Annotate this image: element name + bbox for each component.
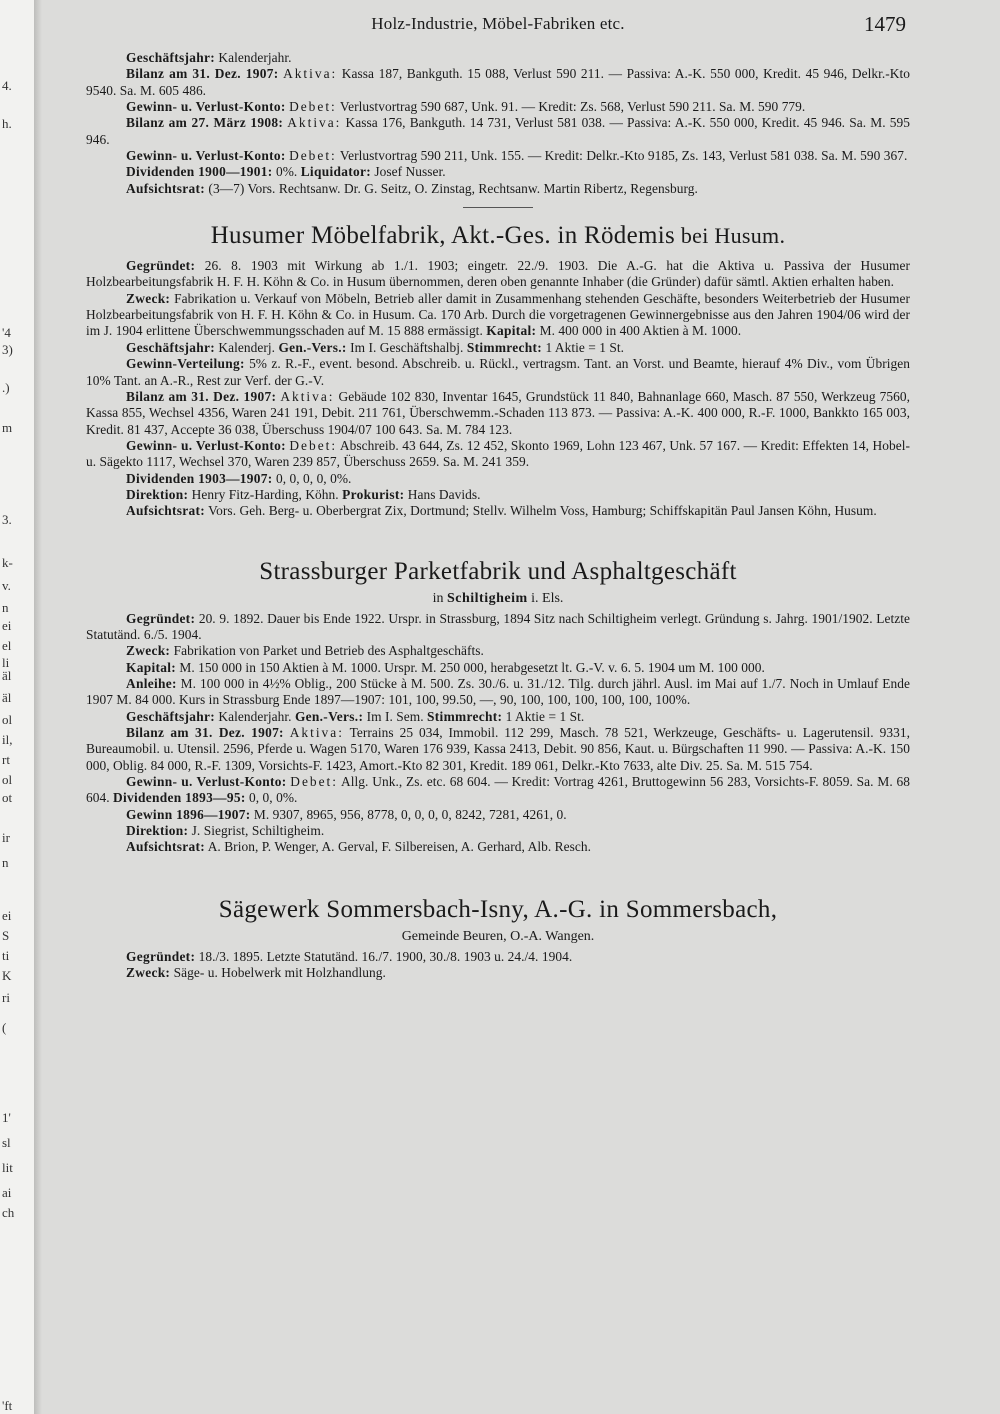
- field-label: Geschäftsjahr:: [126, 50, 215, 65]
- gutter-text-fragment: k-: [2, 555, 13, 570]
- entry-paragraph: [86, 487, 910, 503]
- field-value: Gebäude 102 830, Inventar 1645, Grundstück 11 840, Bahnanlage 660, Masch. 87 550, Werkzeug 7560, Kassa 855, Wechsel 4356, Waren 241 191, Debit. 211 761, Überschwemm.-Schaden 113 873. — Passiva: A.-K. 400 000, R.-F. 1000, Bankkto 165 003, Kredit. 81 437, Accepte 36 038, Überschuss 1904/07 100 643. Sa. M. 784 123.: [86, 388, 910, 437]
- entry-paragraph: [86, 438, 910, 471]
- gutter-text-fragment: äl: [2, 668, 12, 683]
- gutter-text-fragment: 4.: [2, 78, 12, 93]
- field-label: Prokurist:: [342, 486, 405, 502]
- field-label: Liquidator:: [300, 164, 371, 180]
- entry-paragraph: [86, 807, 910, 823]
- field-value: Kalenderjahr.: [215, 708, 295, 724]
- field-value: 1 Aktie = 1 St.: [542, 339, 625, 355]
- entry-paragraph: [86, 181, 910, 197]
- ledger-side-label: Aktiva:: [287, 115, 342, 131]
- gutter-text-fragment: ol: [2, 772, 13, 787]
- gutter-text-fragment: ai: [2, 1185, 12, 1200]
- field-value: M. 400 000 in 400 Aktien à M. 1000.: [536, 323, 742, 339]
- field-value: M. 150 000 in 150 Aktien à M. 1000. Urspr. M. 250 000, herabgesetzt lt. G.-V. v. 6. 5. 1904 um M. 100 000.: [176, 659, 765, 675]
- gutter-text-fragment: ir: [2, 830, 10, 845]
- field-value: Vors. Geh. Berg- u. Oberbergrat Zix, Dortmund; Stellv. Wilhelm Voss, Hamburg; Schiffskapitän Paul Jansen Köhn, Husum.: [205, 503, 877, 519]
- gutter-text-fragment: '4: [2, 325, 11, 340]
- company-location: bei Husum.: [675, 223, 786, 249]
- field-label: Bilanz am 27. März 1908:: [126, 115, 284, 131]
- field-value: M. 9307, 8965, 956, 8778, 0, 0, 0, 0, 8242, 7281, 4261, 0.: [250, 806, 567, 822]
- field-label: Aufsichtsrat:: [126, 180, 206, 196]
- entry-paragraph: [86, 676, 910, 709]
- field-label: Gewinn- u. Verlust-Konto:: [126, 437, 286, 453]
- field-label: Anleihe:: [126, 675, 177, 691]
- field-label: Direktion:: [126, 823, 189, 839]
- field-value: Säge- u. Hobelwerk mit Holzhandlung.: [170, 965, 386, 981]
- company-subtitle: [86, 928, 910, 945]
- page-number: 1479: [864, 12, 906, 36]
- entry-paragraph: [86, 660, 910, 676]
- entry-paragraph: [86, 389, 910, 438]
- field-label: Dividenden 1903—1907:: [126, 470, 273, 486]
- field-value: Terrains 25 034, Immobil. 112 299, Masch. 78 521, Werkzeuge, Geschäfts- u. Lagerutensil. 9331, Bureaumobil. u. Utensil. 2596, Pferde u. Wagen 5170, Waren 176 939, Kassa 2413, Debit. 90 856, Kaut. u. Bürgschaften 11 990. — Passiva: A.-K. 150 000, Oblig. 84 000, R.-F. 1309, Vorsichts-F. 1423, Amort.-Kto 82 301, Kredit. 189 061, Delkr.-Kto 7633, alte Div. 25. Sa. M. 515 754.: [86, 725, 910, 773]
- gutter-text-fragment: K: [2, 968, 12, 983]
- gutter-text-fragment: el: [2, 638, 12, 653]
- field-label: Zweck:: [126, 290, 171, 306]
- ledger-side-label: Debet:: [289, 148, 337, 164]
- field-value: 1 Aktie = 1 St.: [502, 708, 585, 724]
- field-value: Kalenderjahr.: [215, 50, 292, 65]
- entry-paragraph: [86, 709, 910, 725]
- field-label: Dividenden 1900—1901:: [126, 164, 273, 180]
- running-title: Holz-Industrie, Möbel-Fabriken etc.: [371, 14, 625, 33]
- field-value: 18./3. 1895. Letzte Statutänd. 16./7. 1900, 30./8. 1903 u. 24./4. 1904.: [195, 948, 573, 964]
- field-value: Fabrikation von Parket und Betrieb des Asphaltgeschäfts.: [170, 643, 484, 659]
- company-name: Strassburger Parketfabrik und Asphaltgeschäft: [259, 557, 737, 585]
- page-header: [86, 10, 910, 50]
- field-value: Josef Nusser.: [370, 164, 446, 180]
- field-value: Im I. Geschäftshalbj.: [346, 339, 467, 355]
- subtitle-place: Schiltigheim: [446, 590, 528, 606]
- field-value: A. Brion, P. Wenger, A. Gerval, F. Silbereisen, A. Gerhard, Alb. Resch.: [205, 839, 591, 855]
- entry-paragraph: [86, 115, 910, 148]
- field-value: Fabrikation u. Verkauf von Möbeln, Betrieb aller damit in Zusammenhang stehenden Geschäfte, besonders Weiterbetrieb der Husumer Holzbearbeitungsfabrik von H. F. H. Köhn & Co. in Husum. Ca. 170 Arb. Durch die vorgetragenen Gewinnergebnisse aus den Jahren 1904/06 wird der im J. 1904 erlittene Überschwemmungsschaden auf M. 15 888 ermässigt.: [86, 290, 910, 339]
- ledger-side-label: Debet:: [290, 774, 338, 790]
- gutter-text-fragment: ei: [2, 908, 12, 923]
- field-value: 0%.: [272, 164, 301, 180]
- field-label: Direktion:: [126, 486, 189, 502]
- field-label: Geschäftsjahr:: [126, 339, 215, 355]
- entry-paragraph: [86, 164, 910, 180]
- gutter-text-fragment: h.: [2, 116, 12, 131]
- field-label: Gewinn 1896—1907:: [126, 806, 251, 822]
- field-value: 5% z. R.-F., event. besond. Abschreib. u. Rückl., vertragsm. Tant. an Vorst. und Beamte, hierauf 4% Div., vom Übrigen 10% Tant. an A.-R., Rest zur Verf. der G.-V.: [86, 356, 910, 388]
- field-label: Aufsichtsrat:: [126, 839, 206, 855]
- gutter-text-fragment: S: [2, 928, 10, 943]
- field-value: J. Siegrist, Schiltigheim.: [188, 823, 325, 839]
- saegewerk-entry: [86, 949, 910, 982]
- gutter-text-fragment: il,: [2, 732, 13, 747]
- subtitle-prefix: in: [432, 590, 447, 606]
- gutter-text-fragment: ei: [2, 618, 12, 633]
- field-label: Gen.-Vers.:: [278, 339, 347, 355]
- gutter-text-fragment: lit: [2, 1160, 13, 1175]
- field-label: Bilanz am 31. Dez. 1907:: [126, 725, 284, 740]
- gutter-text-fragment: rt: [2, 752, 10, 767]
- entry-paragraph: [86, 356, 910, 389]
- entry-paragraph: [86, 99, 910, 115]
- gutter-text-fragment: ri: [2, 990, 10, 1005]
- entry-paragraph: [86, 258, 910, 291]
- strassburger-entry: [86, 611, 910, 856]
- field-label: Gegründet:: [126, 948, 196, 964]
- field-value: Henry Fitz-Harding, Köhn.: [188, 486, 343, 502]
- field-label: Geschäftsjahr:: [126, 708, 215, 724]
- gutter-text-fragment: li: [2, 655, 10, 670]
- field-value: 0, 0, 0, 0, 0%.: [272, 470, 352, 486]
- left-gutter-previous-page: [0, 0, 37, 1414]
- gutter-text-fragment: sl: [2, 1135, 11, 1150]
- field-label: Stimmrecht:: [427, 708, 503, 724]
- gutter-text-fragment: 'ft: [2, 1398, 13, 1413]
- company-title-saegewerk: [86, 894, 910, 926]
- subtitle-place: Gemeinde Beuren, O.-A. Wangen.: [401, 928, 595, 944]
- field-value: Kalenderj.: [215, 339, 279, 355]
- gutter-text-fragment: 1': [2, 1110, 11, 1125]
- ledger-side-label: Debet:: [289, 99, 337, 115]
- entry-paragraph: [86, 643, 910, 659]
- entry-paragraph: [86, 50, 910, 66]
- gutter-text-fragment: m: [2, 420, 13, 435]
- previous-company-entry: [86, 50, 910, 197]
- entry-paragraph: [86, 471, 910, 487]
- ledger-side-label: Aktiva:: [283, 66, 338, 82]
- company-title-strassburger: [86, 556, 910, 588]
- field-label: Stimmrecht:: [466, 339, 543, 355]
- field-label: Aufsichtsrat:: [126, 503, 206, 519]
- company-name: Husumer Möbelfabrik, Akt.-Ges. in Rödemis: [210, 222, 676, 250]
- entry-paragraph: [86, 291, 910, 340]
- entry-paragraph: [86, 774, 910, 807]
- gutter-text-fragment: (: [2, 1020, 7, 1035]
- field-label: Gegründet:: [126, 610, 196, 626]
- gutter-text-fragment: ol: [2, 712, 13, 727]
- field-label: Dividenden 1893—95:: [113, 790, 246, 806]
- field-label: Zweck:: [126, 643, 171, 659]
- field-label: Bilanz am 31. Dez. 1907:: [126, 388, 277, 404]
- field-value: 20. 9. 1892. Dauer bis Ende 1922. Urspr. in Strassburg, 1894 Sitz nach Schiltigheim verlegt. Gründung s. Jahrg. 1901/1902. Letzte Statutänd. 6./5. 1904.: [86, 610, 910, 642]
- subtitle-suffix: i. Els.: [527, 590, 564, 606]
- field-label: Zweck:: [126, 965, 171, 981]
- entry-paragraph: [86, 148, 910, 164]
- gutter-text-fragment: äl: [2, 690, 12, 705]
- document-page: [86, 10, 910, 981]
- husumer-entry: [86, 258, 910, 520]
- field-value: Verlustvortrag 590 211, Unk. 155. — Kredit: Delkr.-Kto 9185, Zs. 143, Verlust 581 038. Sa. M. 590 367.: [336, 148, 908, 164]
- field-label: Kapital:: [126, 659, 177, 675]
- field-value: Kassa 187, Bankguth. 15 088, Verlust 590 211. — Passiva: A.-K. 550 000, Kredit. 45 946, Delkr.-Kto 9540. Sa. M. 605 486.: [86, 66, 910, 98]
- field-value: Allg. Unk., Zs. etc. 68 604. — Kredit: Vortrag 4261, Bruttogewinn 56 283, Vorsichts-F. 8059. Sa. M. 68 604.: [86, 774, 911, 806]
- page-fold-shadow: [34, 0, 42, 1414]
- field-label: Bilanz am 31. Dez. 1907:: [126, 66, 279, 82]
- company-title-husumer: [86, 220, 910, 252]
- gutter-text-fragment: n: [2, 855, 9, 870]
- gutter-text-fragment: ch: [2, 1205, 15, 1220]
- field-value: M. 100 000 in 4½% Oblig., 200 Stücke à M. 500. Zs. 30./6. u. 31./12. Tilg. durch jährl. Ausl. im Mai auf 1./7. Noch in Umlauf Ende 1907 M. 84 000. Kurs in Strassburg Ende 1897—1907: 101, 100, 99.50, —, 90, 100, 100, 100, 100, 100, 100%.: [86, 675, 910, 708]
- gutter-text-fragment: ti: [2, 948, 10, 963]
- entry-paragraph: [86, 611, 910, 644]
- company-name: Sägewerk Sommersbach-Isny, A.-G. in Sommersbach,: [218, 895, 778, 923]
- field-label: Gen.-Vers.:: [294, 708, 364, 724]
- ledger-side-label: Aktiva:: [280, 388, 335, 404]
- field-label: Kapital:: [486, 323, 537, 339]
- field-label: Gewinn-Verteilung:: [126, 356, 245, 372]
- field-value: Im I. Sem.: [363, 708, 428, 724]
- ledger-side-label: Aktiva:: [289, 725, 344, 740]
- field-label: Gegründet:: [126, 258, 196, 274]
- gutter-text-fragment: v.: [2, 578, 11, 593]
- entry-paragraph: [86, 66, 910, 99]
- field-value: Kassa 176, Bankguth. 14 731, Verlust 581 038. — Passiva: A.-K. 550 000, Kredit. 45 946. Sa. M. 595 946.: [86, 115, 910, 147]
- gutter-text-fragment: .): [2, 380, 10, 395]
- field-label: Gewinn- u. Verlust-Konto:: [126, 99, 286, 115]
- entry-paragraph: [86, 965, 910, 981]
- gutter-text-fragment: 3.: [2, 512, 12, 527]
- gutter-text-fragment: 3): [2, 342, 13, 357]
- field-value: (3—7) Vors. Rechtsanw. Dr. G. Seitz, O. Zinstag, Rechtsanw. Martin Ribertz, Regensburg.: [205, 180, 698, 196]
- company-subtitle: [86, 590, 910, 607]
- entry-paragraph: [86, 340, 910, 356]
- entry-paragraph: [86, 949, 910, 965]
- field-value: 26. 8. 1903 mit Wirkung ab 1./1. 1903; eingetr. 22./9. 1903. Die A.-G. hat die Aktiva u. Passiva der Husumer Holzbearbeitungsfabrik H. F. H. Köhn & Co. in Husum übernommen, deren oben genannte Inhaber (die Gründer) dafür sämtl. Aktien erhalten haben.: [86, 258, 910, 290]
- entry-paragraph: [86, 503, 910, 519]
- field-value: Hans Davids.: [404, 486, 481, 502]
- field-label: Gewinn- u. Verlust-Konto:: [126, 148, 286, 164]
- ledger-side-label: Debet:: [289, 437, 338, 453]
- field-value: Abschreib. 43 644, Zs. 12 452, Skonto 1969, Lohn 123 467, Unk. 57 167. — Kredit: Effekten 14, Hobel- u. Sägekto 1117, Wechsel 370, Waren 239 857, Überschuss 2659. Sa. M. 241 359.: [86, 437, 911, 470]
- section-divider: [463, 207, 533, 208]
- entry-paragraph: [86, 839, 910, 855]
- field-value: 0, 0, 0%.: [245, 790, 298, 806]
- gutter-text-fragment: ot: [2, 790, 13, 805]
- entry-paragraph: [86, 823, 910, 839]
- field-label: Gewinn- u. Verlust-Konto:: [126, 774, 287, 790]
- field-value: Verlustvortrag 590 687, Unk. 91. — Kredit: Zs. 568, Verlust 590 211. Sa. M. 590 779.: [336, 99, 806, 115]
- gutter-text-fragment: n: [2, 600, 9, 615]
- entry-paragraph: [86, 725, 910, 774]
